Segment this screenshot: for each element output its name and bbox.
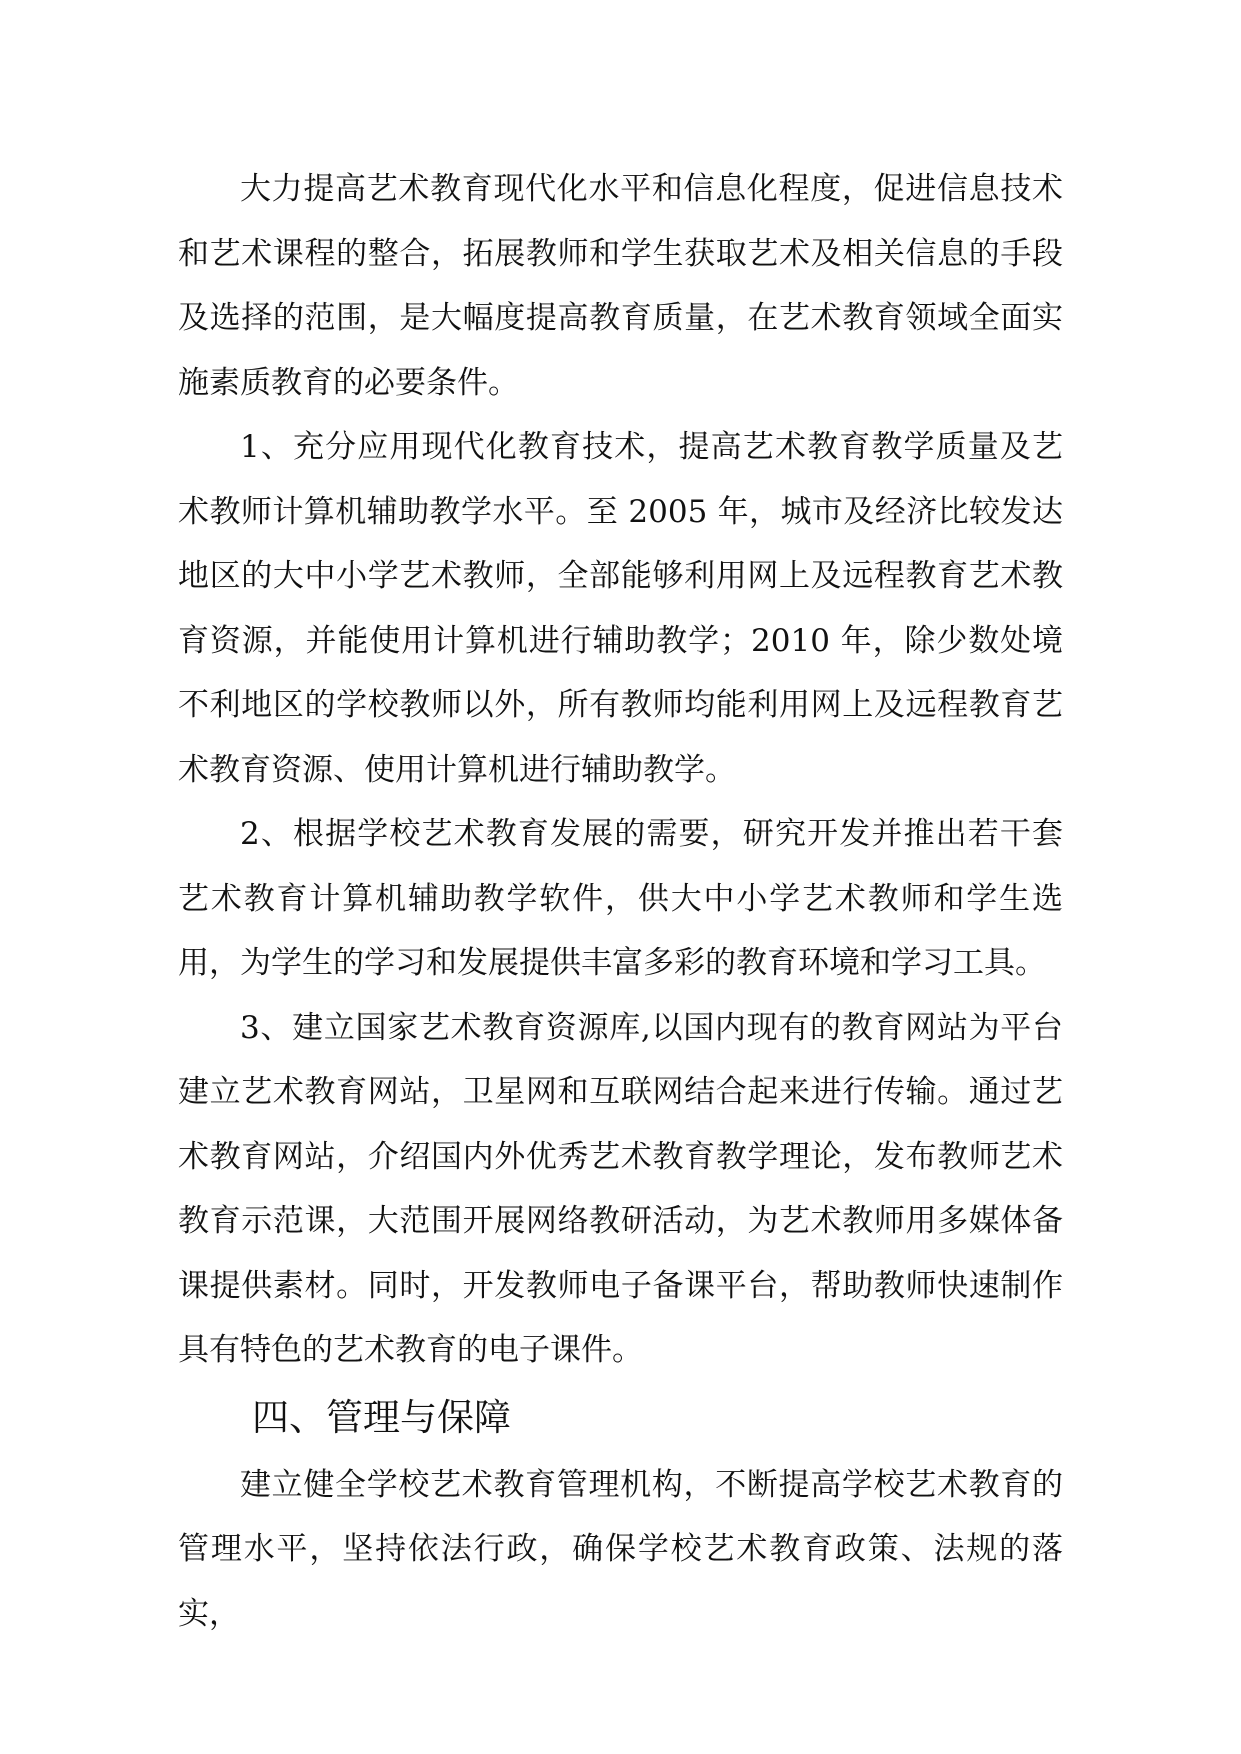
closing-paragraph: 建立健全学校艺术教育管理机构，不断提高学校艺术教育的管理水平，坚持依法行政，确保学校艺术教育政策、法规的落实， [178, 1466, 1063, 1632]
section-heading: 四、管理与保障 [252, 1395, 511, 1439]
item-2-paragraph: 2、根据学校艺术教育发展的需要，研究开发并推出若干套艺术教育计算机辅助教学软件，供大中小学艺术教师和学生选用，为学生的学习和发展提供丰富多彩的教育环境和学习工具。 [178, 816, 1063, 981]
item-3-paragraph: 3、建立国家艺术教育资源库,以国内现有的教育网站为平台建立艺术教育网站，卫星网和互联网结合起来进行传输。通过艺术教育网站，介绍国内外优秀艺术教育教学理论，发布教师艺术教育示范课，大范围开展网络教研活动，为艺术教师用多媒体备课提供素材。同时，开发教师电子备课平台，帮助教师快速制作具有特色的艺术教育的电子课件。 [178, 1009, 1063, 1368]
document-body [178, 157, 1063, 1646]
intro-paragraph: 大力提高艺术教育现代化水平和信息化程度，促进信息技术和艺术课程的整合，拓展教师和学生获取艺术及相关信息的手段及选择的范围，是大幅度提高教育质量，在艺术教育领域全面实施素质教育的必要条件。 [178, 171, 1063, 401]
item-1-paragraph: 1、充分应用现代化教育技术，提高艺术教育教学质量及艺术教师计算机辅助教学水平。至 2005 年，城市及经济比较发达地区的大中小学艺术教师，全部能够利用网上及远程教育艺术教育资源，并能使用计算机进行辅助教学；2010 年，除少数处境不利地区的学校教师以外，所有教师均能利用网上及远程教育艺术教育资源、使用计算机进行辅助教学。 [178, 429, 1063, 788]
